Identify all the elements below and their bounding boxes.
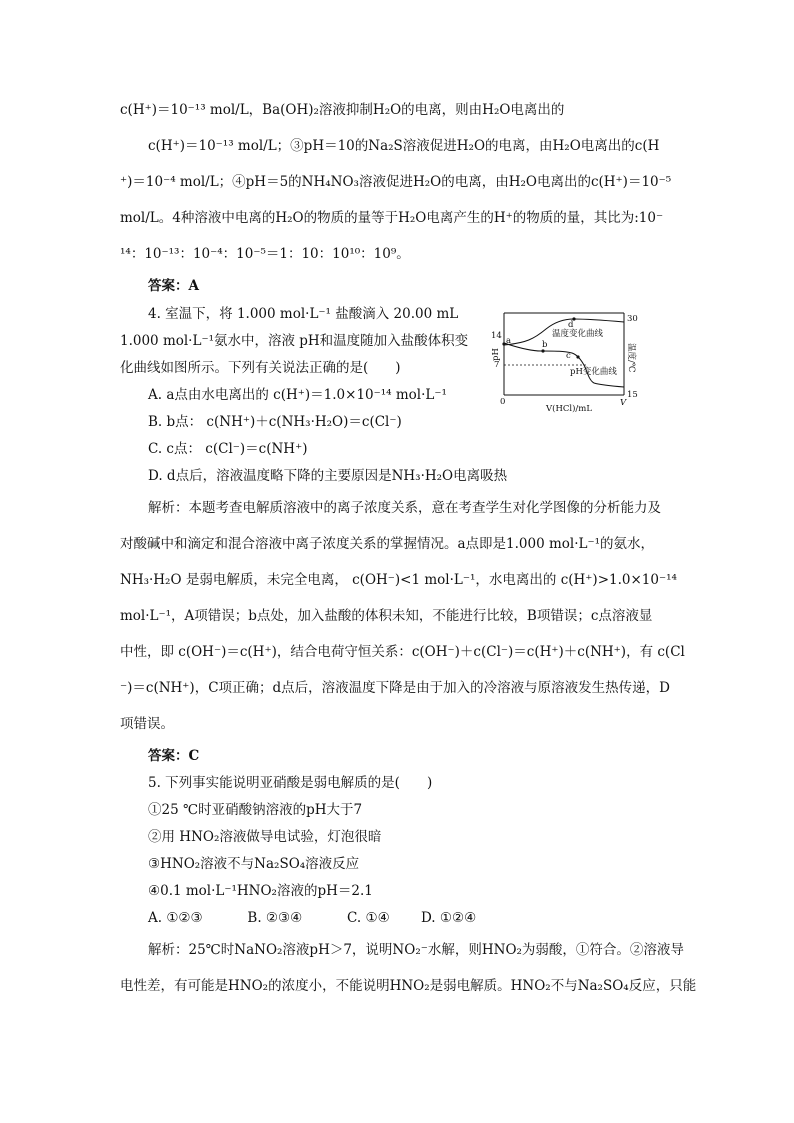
label-c: c <box>566 351 571 361</box>
explanation-4-line-7: 项错误。 <box>120 716 174 732</box>
explanation-4-line-1: 解析：本题考查电解质溶液中的离子浓度关系，意在考查学生对化学图像的分析能力及 <box>148 500 661 516</box>
text-line-3: ⁺)＝10⁻⁴ mol/L；④pH＝5的NH₄NO₃溶液促进H₂O的电离，由H₂O电离出的c(H⁺)＝10⁻⁵ <box>120 174 672 190</box>
question-4-line-3: 化曲线如图所示。下列有关说法正确的是( ) <box>120 360 401 376</box>
label-a: a <box>506 336 512 346</box>
option-a: A. a点由水电离出的 c(H⁺)＝1.0×10⁻¹⁴ mol·L⁻¹ <box>148 387 447 403</box>
statement-3: ③HNO₂溶液不与Na₂SO₄溶液反应 <box>148 856 360 872</box>
y-left-axis-label: pH <box>491 348 501 361</box>
tick-14: 14 <box>491 331 502 341</box>
tick-7: 7 <box>494 360 500 370</box>
text-line-1: c(H⁺)＝10⁻¹³ mol/L，Ba(OH)₂溶液抑制H₂O的电离，则由H₂O电离出的 <box>120 102 565 118</box>
explanation-4-line-4: mol·L⁻¹，A项错误；b点处，加入盐酸的体积未知，不能进行比较，B项错误；c点溶液显 <box>120 608 653 624</box>
temp-curve-label: 温度变化曲线 <box>552 329 604 339</box>
explanation-4-line-2: 对酸碱中和滴定和混合溶液中离子浓度关系的掌握情况。a点即是1.000 mol·L⁻¹的氨水， <box>120 536 655 552</box>
explanation-5-line-1: 解析：25℃时NaNO₂溶液pH＞7，说明NO₂⁻水解，则HNO₂为弱酸，①符合。②溶液导 <box>148 942 684 958</box>
label-b: b <box>542 340 548 350</box>
question-5-choices: A. ①②③ B. ②③④ C. ①④ D. ①②④ <box>148 910 477 926</box>
explanation-5-line-2: 电性差，有可能是HNO₂的浓度小，不能说明HNO₂是弱电解质。HNO₂不与Na₂SO₄反应，只能 <box>120 978 697 994</box>
option-c: C. c点： c(Cl⁻)＝c(NH⁺) <box>148 441 308 457</box>
statement-2: ②用 HNO₂溶液做导电试验，灯泡很暗 <box>148 829 382 845</box>
explanation-4-line-3: NH₃·H₂O 是弱电解质，未完全电离， c(OH⁻)<1 mol·L⁻¹，水电离出的 c(H⁺)>1.0×10⁻¹⁴ <box>120 572 677 588</box>
question-5-stem: 5. 下列事实能说明亚硝酸是弱电解质的是( ) <box>148 775 433 791</box>
tick-v: V <box>620 398 627 408</box>
y-right-axis-label: 温度/℃ <box>626 343 636 373</box>
option-b: B. b点： c(NH⁺)＋c(NH₃·H₂O)＝c(Cl⁻) <box>148 414 402 430</box>
explanation-4-line-6: ⁻)＝c(NH⁺)，C项正确；d点后，溶液温度下降是由于加入的冷溶液与原溶液发生热传递，D <box>120 680 670 696</box>
ph-curve-label: pH变化曲线 <box>570 367 617 377</box>
x-axis-label: V(HCl)/mL <box>546 404 592 414</box>
text-line-4: mol/L。4种溶液中电离的H₂O的物质的量等于H₂O电离产生的H⁺的物质的量，其比为:10⁻ <box>120 210 664 226</box>
point-c <box>576 355 579 358</box>
text-line-5: ¹⁴：10⁻¹³：10⁻⁴：10⁻⁵＝1：10：10¹⁰：10⁹。 <box>120 246 410 262</box>
tick-0: 0 <box>500 397 506 407</box>
tick-30: 30 <box>627 314 638 324</box>
statement-1: ①25 ℃时亚硝酸钠溶液的pH大于7 <box>148 802 363 818</box>
answer-label-1: 答案：A <box>148 278 199 294</box>
explanation-4-line-5: 中性，即 c(OH⁻)＝c(H⁺)，结合电荷守恒关系：c(OH⁻)＋c(Cl⁻)＝c(H⁺)＋c(NH⁺)，有 c(Cl <box>120 644 685 660</box>
label-d: d <box>568 320 574 330</box>
ph-temperature-graph <box>486 307 646 419</box>
option-d: D. d点后，溶液温度略下降的主要原因是NH₃·H₂O电离吸热 <box>148 468 508 484</box>
question-4-line-1: 4. 室温下，将 1.000 mol·L⁻¹ 盐酸滴入 20.00 mL <box>148 306 459 322</box>
answer-label-2: 答案：C <box>148 748 200 764</box>
text-line-2: c(H⁺)＝10⁻¹³ mol/L；③pH＝10的Na₂S溶液促进H₂O的电离，由H₂O电离出的c(H <box>148 138 660 154</box>
question-4-line-2: 1.000 mol·L⁻¹氨水中，溶液 pH和温度随加入盐酸体积变 <box>120 333 469 349</box>
tick-15: 15 <box>627 390 638 400</box>
statement-4: ④0.1 mol·L⁻¹HNO₂溶液的pH＝2.1 <box>148 883 373 899</box>
